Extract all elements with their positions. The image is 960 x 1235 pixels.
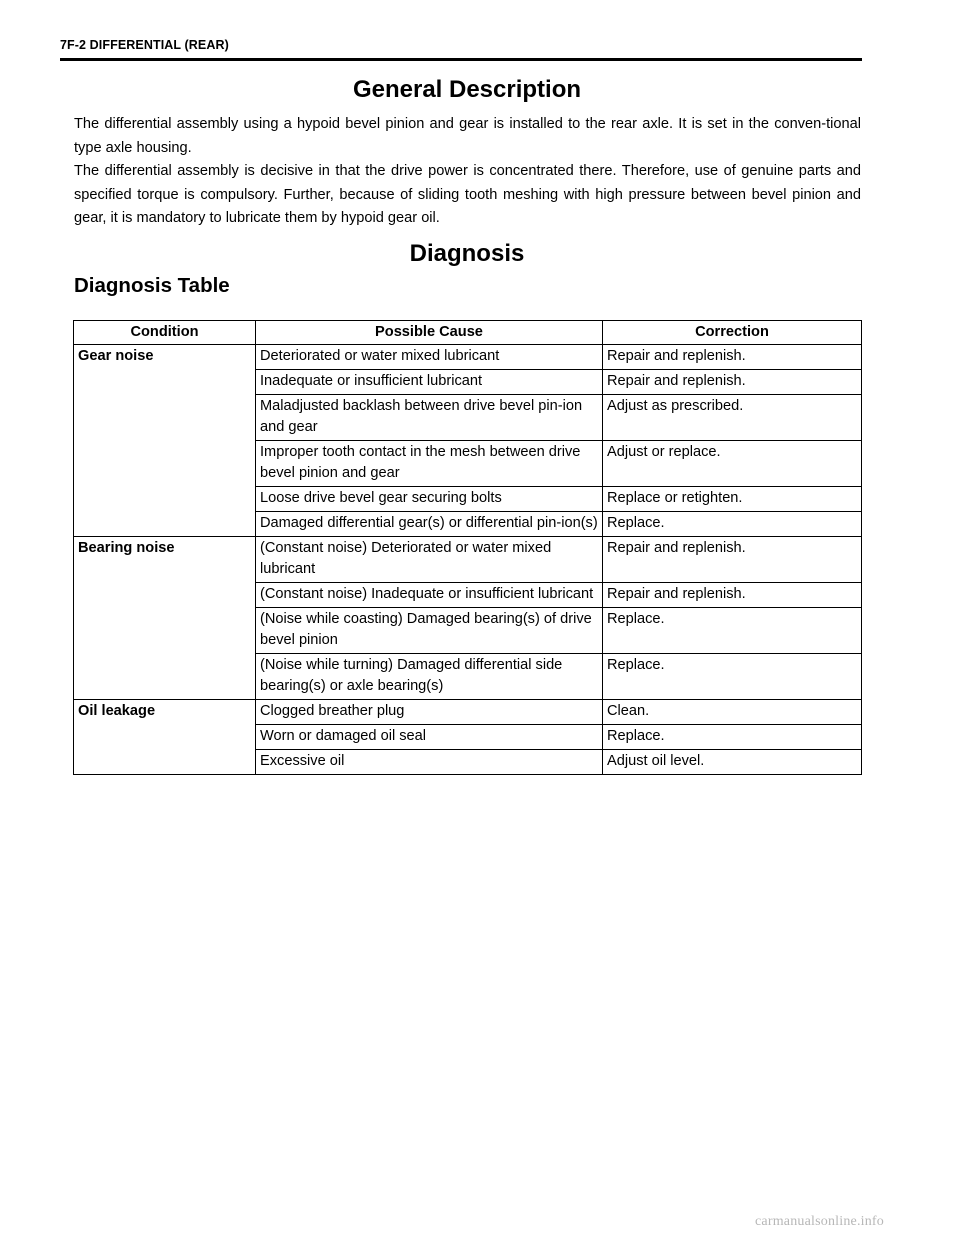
possible-cause-cell: Improper tooth contact in the mesh between drive bevel pinion and gear bbox=[256, 441, 603, 487]
possible-cause-cell: Damaged differential gear(s) or differential pin-ion(s) bbox=[256, 512, 603, 537]
general-description-title: General Description bbox=[352, 76, 582, 103]
possible-cause-cell: Deteriorated or water mixed lubricant bbox=[256, 345, 603, 370]
possible-cause-cell: Loose drive bevel gear securing bolts bbox=[256, 487, 603, 512]
header-condition: Condition bbox=[74, 321, 256, 345]
correction-cell: Adjust oil level. bbox=[603, 750, 862, 775]
possible-cause-cell: (Noise while turning) Damaged differential side bearing(s) or axle bearing(s) bbox=[256, 654, 603, 700]
correction-cell: Adjust as prescribed. bbox=[603, 395, 862, 441]
diagnosis-table-title: Diagnosis Table bbox=[74, 274, 230, 297]
diagnosis-title: Diagnosis bbox=[409, 240, 525, 267]
header-possible-cause: Possible Cause bbox=[256, 321, 603, 345]
condition-cell: Gear noise bbox=[74, 345, 256, 537]
correction-cell: Replace. bbox=[603, 654, 862, 700]
correction-cell: Repair and replenish. bbox=[603, 583, 862, 608]
possible-cause-cell: Worn or damaged oil seal bbox=[256, 725, 603, 750]
table-header-row bbox=[74, 321, 862, 345]
diagnosis-table bbox=[73, 320, 862, 775]
possible-cause-cell: Maladjusted backlash between drive bevel pin-ion and gear bbox=[256, 395, 603, 441]
header-correction: Correction bbox=[603, 321, 862, 345]
watermark: carmanualsonline.info bbox=[755, 1214, 884, 1229]
possible-cause-cell: (Constant noise) Deteriorated or water mixed lubricant bbox=[256, 537, 603, 583]
condition-cell: Bearing noise bbox=[74, 537, 256, 700]
correction-cell: Replace. bbox=[603, 512, 862, 537]
running-header: 7F-2 DIFFERENTIAL (REAR) bbox=[60, 38, 229, 52]
correction-cell: Repair and replenish. bbox=[603, 370, 862, 395]
general-description-body bbox=[74, 113, 861, 231]
table-row bbox=[74, 345, 862, 370]
possible-cause-cell: Inadequate or insufficient lubricant bbox=[256, 370, 603, 395]
intro-paragraph-2: The differential assembly is decisive in that the drive power is concentrated there. Therefore, use of genuine parts and specified torque is compulsory. Further, because of sliding tooth meshing with high pressure between bevel pinion and gear, it is mandatory to lubricate them by hypoid gear oil. bbox=[74, 163, 861, 226]
possible-cause-cell: Excessive oil bbox=[256, 750, 603, 775]
condition-cell: Oil leakage bbox=[74, 700, 256, 775]
intro-paragraph-1: The differential assembly using a hypoid bevel pinion and gear is installed to the rear axle. It is set in the conven-tional type axle housing. bbox=[74, 116, 861, 156]
possible-cause-cell: (Noise while coasting) Damaged bearing(s) of drive bevel pinion bbox=[256, 608, 603, 654]
correction-cell: Clean. bbox=[603, 700, 862, 725]
correction-cell: Repair and replenish. bbox=[603, 345, 862, 370]
correction-cell: Adjust or replace. bbox=[603, 441, 862, 487]
possible-cause-cell: Clogged breather plug bbox=[256, 700, 603, 725]
table-row bbox=[74, 537, 862, 583]
correction-cell: Replace. bbox=[603, 608, 862, 654]
correction-cell: Replace or retighten. bbox=[603, 487, 862, 512]
table-row bbox=[74, 700, 862, 725]
correction-cell: Replace. bbox=[603, 725, 862, 750]
header-rule bbox=[60, 58, 862, 61]
possible-cause-cell: (Constant noise) Inadequate or insufficient lubricant bbox=[256, 583, 603, 608]
correction-cell: Repair and replenish. bbox=[603, 537, 862, 583]
